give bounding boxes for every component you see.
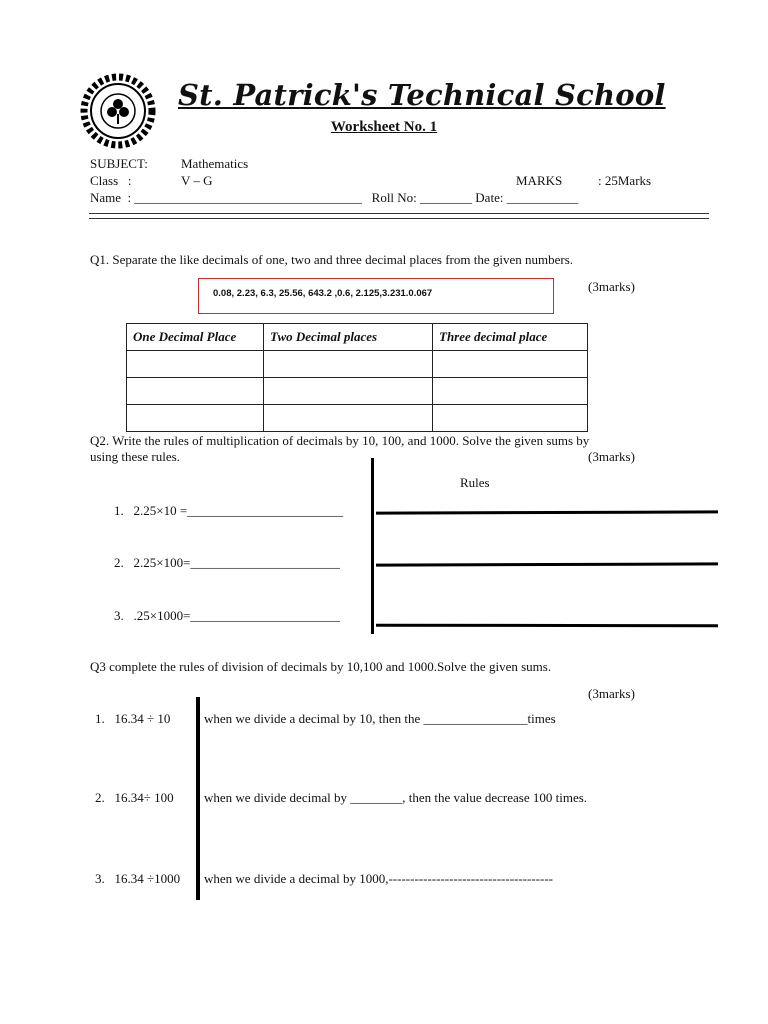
q2-divider-line bbox=[371, 458, 374, 634]
table-row bbox=[127, 378, 588, 405]
q2-text-line1: Q2. Write the rules of multiplication of decimals by 10, 100, and 1000. Solve the given sums by bbox=[90, 433, 590, 448]
q3-sum-2: 2. 16.34÷ 100 bbox=[95, 790, 174, 805]
q3-sum-1: 1. 16.34 ÷ 10 bbox=[95, 711, 171, 726]
table-cell[interactable] bbox=[127, 405, 264, 432]
q2-answer-line-3 bbox=[376, 624, 718, 628]
header-divider bbox=[89, 213, 709, 214]
subject-value: Mathematics bbox=[181, 156, 249, 171]
q3-sum-3: 3. 16.34 ÷1000 bbox=[95, 871, 181, 886]
table-header: One Decimal Place bbox=[127, 324, 264, 351]
table-cell[interactable] bbox=[264, 405, 433, 432]
q1-numbers-box: 0.08, 2.23, 6.3, 25.56, 643.2 ,0.6, 2.125,3.231.0.067 bbox=[198, 278, 554, 314]
q2-item-1: 1. 2.25×10 =________________________ bbox=[114, 503, 344, 518]
table-cell[interactable] bbox=[264, 351, 433, 378]
q2-answer-line-2 bbox=[376, 562, 718, 566]
q3-text: Q3 complete the rules of division of decimals by 10,100 and 1000.Solve the given sums. bbox=[90, 659, 552, 674]
class-value: V – G bbox=[181, 173, 213, 188]
table-row bbox=[127, 351, 588, 378]
table-header: Two Decimal places bbox=[264, 324, 433, 351]
q3-marks: (3marks) bbox=[588, 686, 635, 701]
q3-rule-3: when we divide a decimal by 1000,-------------------------------------- bbox=[204, 871, 553, 886]
q2-item-2: 2. 2.25×100=_______________________ bbox=[114, 555, 340, 570]
table-cell[interactable] bbox=[433, 351, 588, 378]
table-cell[interactable] bbox=[127, 351, 264, 378]
table-row bbox=[127, 405, 588, 432]
q2-text-line2: using these rules. bbox=[90, 449, 180, 464]
name-roll-date-line: Name : ___________________________________ Roll No: ________ Date: ___________ bbox=[90, 190, 579, 205]
table-header-row bbox=[127, 324, 588, 351]
header-divider-2 bbox=[89, 218, 709, 219]
q3-rule-2: when we divide decimal by ________, then the value decrease 100 times. bbox=[204, 790, 588, 805]
table-cell[interactable] bbox=[127, 378, 264, 405]
table-cell[interactable] bbox=[433, 378, 588, 405]
q2-item-3: 3. .25×1000=_______________________ bbox=[114, 608, 340, 623]
q1-marks: (3marks) bbox=[588, 279, 635, 294]
class-label: Class : bbox=[90, 173, 132, 188]
school-name: St. Patrick's Technical School bbox=[178, 78, 666, 112]
worksheet-title: Worksheet No. 1 bbox=[330, 119, 438, 135]
q1-text: Q1. Separate the like decimals of one, two and three decimal places from the given numbers. bbox=[90, 252, 573, 267]
q2-rules-label: Rules bbox=[460, 475, 490, 490]
q3-divider-line bbox=[196, 697, 200, 900]
q3-rule-1: when we divide a decimal by 10, then the ________________times bbox=[204, 711, 556, 726]
q2-answer-line-1 bbox=[376, 510, 718, 514]
marks-value: : 25Marks bbox=[598, 173, 652, 188]
subject-label: SUBJECT: bbox=[90, 156, 148, 171]
q1-table bbox=[126, 323, 588, 432]
table-cell[interactable] bbox=[433, 405, 588, 432]
marks-label: MARKS bbox=[516, 173, 563, 188]
q2-marks: (3marks) bbox=[588, 449, 635, 464]
table-cell[interactable] bbox=[264, 378, 433, 405]
table-header: Three decimal place bbox=[433, 324, 588, 351]
school-logo bbox=[79, 72, 157, 150]
